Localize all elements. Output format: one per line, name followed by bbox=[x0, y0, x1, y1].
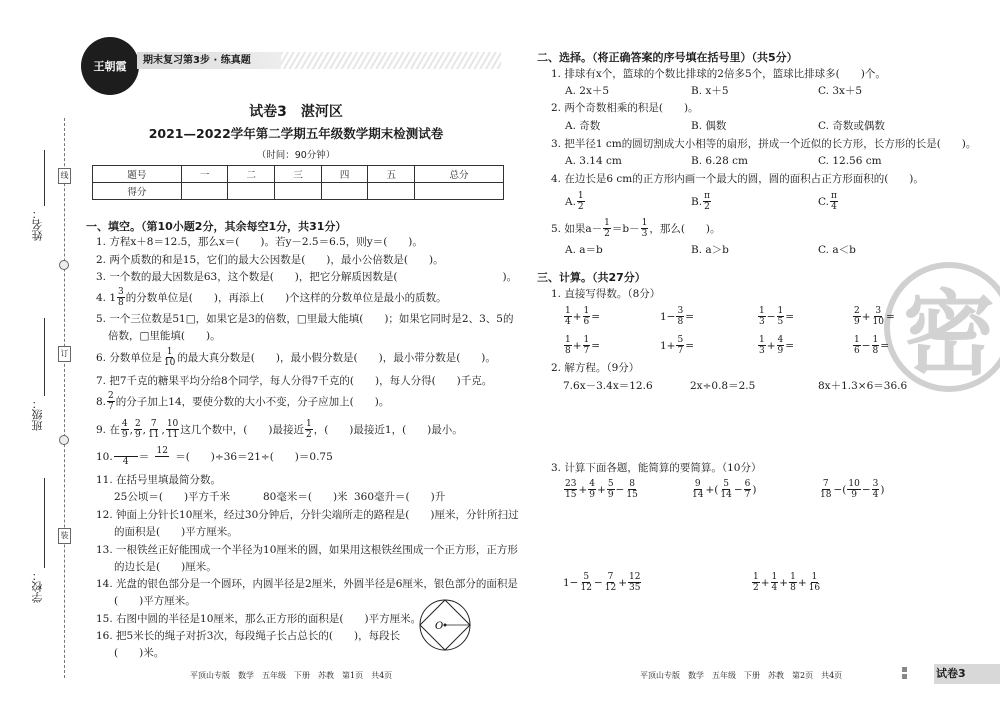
denominator: 7 bbox=[583, 346, 590, 356]
denominator: 3 bbox=[641, 229, 648, 239]
denominator: 6 bbox=[583, 317, 590, 327]
operator: ) bbox=[752, 483, 757, 496]
operator: = bbox=[886, 310, 895, 323]
denominator: 4 bbox=[122, 457, 129, 467]
table-header: 一 bbox=[181, 166, 228, 183]
name-field[interactable] bbox=[44, 150, 45, 206]
denominator: 8 bbox=[677, 317, 684, 327]
denominator: 2 bbox=[305, 430, 312, 440]
question-1-11: 11. 在括号里填最简分数。 bbox=[96, 474, 222, 486]
score-cell[interactable] bbox=[228, 183, 275, 200]
operator: +( bbox=[705, 483, 719, 496]
question-1-2: 2. 两个质数的和是15，它们的最大公因数是( )，最小公倍数是( )。 bbox=[96, 254, 444, 266]
option-letter: B. bbox=[691, 195, 703, 208]
score-cell[interactable] bbox=[181, 183, 228, 200]
fraction bbox=[789, 572, 797, 593]
q9-prefix: 9. 在 bbox=[96, 423, 120, 436]
numerator: 5 bbox=[677, 335, 684, 345]
denominator: 9 bbox=[851, 490, 857, 500]
operator: + bbox=[572, 339, 582, 352]
operator: + bbox=[618, 576, 628, 589]
denominator: 10 bbox=[163, 358, 176, 368]
denominator: 9 bbox=[777, 346, 784, 356]
numerator: 1 bbox=[604, 218, 610, 228]
denominator: 6 bbox=[854, 346, 860, 356]
operator: = bbox=[880, 339, 890, 352]
denominator: 15 bbox=[626, 490, 638, 500]
operator: − bbox=[733, 483, 743, 496]
question-1-8 bbox=[96, 391, 389, 412]
numerator: 7 bbox=[607, 572, 614, 582]
operator: + bbox=[760, 576, 770, 589]
fraction bbox=[166, 419, 179, 440]
fraction bbox=[564, 335, 572, 356]
name-label: 姓名： bbox=[31, 208, 44, 241]
footer-left: 平顶山专版 数学 五年级 下册 苏教 第1页 共4页 bbox=[190, 671, 393, 680]
operator: 1+ bbox=[660, 339, 676, 352]
numerator: π bbox=[831, 191, 837, 201]
fraction bbox=[872, 335, 880, 356]
q8-prefix: 8. bbox=[96, 395, 107, 408]
corner-mark bbox=[902, 667, 907, 672]
fraction bbox=[625, 479, 638, 500]
school-field[interactable] bbox=[44, 478, 45, 568]
equation-2: 2x÷0.8＝2.5 bbox=[690, 380, 756, 392]
fraction bbox=[847, 479, 860, 500]
denominator: 16 bbox=[808, 583, 821, 593]
fraction bbox=[691, 479, 704, 500]
operator: −( bbox=[833, 483, 847, 496]
expression-1 bbox=[563, 479, 640, 500]
mental-math-item bbox=[660, 335, 694, 356]
q9-text: 这几个数中，( )最接近 bbox=[180, 423, 304, 436]
numerator: 6 bbox=[744, 479, 751, 489]
fraction bbox=[117, 287, 125, 308]
fraction bbox=[853, 335, 861, 356]
q2-3-option-a: A. 3.14 cm bbox=[565, 155, 622, 167]
fraction bbox=[147, 419, 160, 440]
numerator: 12 bbox=[629, 572, 641, 582]
denominator: 4 bbox=[565, 317, 571, 327]
table-header: 四 bbox=[321, 166, 368, 183]
table-header: 题号 bbox=[93, 166, 182, 183]
numerator: 3 bbox=[872, 479, 879, 489]
denominator-blank[interactable] bbox=[150, 457, 174, 467]
denominator: 3 bbox=[759, 346, 765, 356]
question-1-12a: 12. 钟面上分针长10厘米，经过30分钟后，分针尖端所走的路程是( )厘米，分针所扫过 bbox=[96, 509, 519, 521]
numerator: 5 bbox=[607, 479, 614, 489]
question-2-1: 1. 排球有x个，篮球的个数比排球的2倍多5个，篮球比排球多( )个。 bbox=[551, 68, 886, 80]
operator: + bbox=[572, 310, 582, 323]
question-2-2: 2. 两个奇数相乘的积是( )。 bbox=[551, 102, 699, 114]
numerator: 1 bbox=[759, 306, 765, 316]
operator: 1− bbox=[660, 310, 676, 323]
fraction bbox=[121, 419, 129, 440]
numerator: 4 bbox=[777, 335, 784, 345]
operator: = bbox=[685, 310, 695, 323]
section-3-title: 三、计算。（共27分） bbox=[537, 271, 646, 284]
table-row bbox=[93, 183, 504, 200]
numerator: 1 bbox=[753, 572, 759, 582]
question-2-5 bbox=[551, 218, 721, 239]
mental-math-item bbox=[852, 306, 895, 327]
denominator: 35 bbox=[629, 583, 641, 593]
denominator: 7 bbox=[744, 490, 751, 500]
numerator: 2 bbox=[854, 306, 860, 316]
q10-prefix: 10. bbox=[96, 450, 113, 463]
fraction bbox=[583, 306, 591, 327]
operator: + bbox=[797, 576, 807, 589]
question-1-14a: 14. 光盘的银色部分是一个圆环，内圆半径是2厘米，外圆半径是6厘米，银色部分的面积是 bbox=[96, 578, 518, 590]
denominator: 4 bbox=[831, 202, 837, 212]
denominator: 7 bbox=[108, 402, 114, 412]
denominator: 9 bbox=[854, 317, 860, 327]
score-cell[interactable] bbox=[415, 183, 504, 200]
numerator: 7 bbox=[150, 419, 157, 429]
numerator: 10 bbox=[848, 479, 860, 489]
denominator: 3 bbox=[759, 317, 765, 327]
denominator: 9 bbox=[589, 490, 595, 500]
calc-2-title: 2. 解方程。（9分） bbox=[551, 362, 640, 374]
question-1-7: 7. 把7千克的糖果平均分给8个同学，每人分得7千克的( )，每人分得( )千克。 bbox=[96, 375, 493, 387]
circle-square-figure bbox=[415, 595, 475, 655]
operator: − bbox=[615, 483, 625, 496]
fraction bbox=[577, 191, 585, 212]
question-1-16b: ( )米。 bbox=[114, 647, 165, 659]
numerator: 1 bbox=[777, 306, 784, 316]
denominator: 11 bbox=[148, 430, 160, 440]
fraction bbox=[676, 306, 684, 327]
denominator: 12 bbox=[580, 583, 592, 593]
banner-decoration bbox=[281, 52, 501, 69]
binding-tag-2: 订 bbox=[58, 346, 71, 362]
denominator: 7 bbox=[677, 346, 684, 356]
mental-math-item bbox=[757, 335, 794, 356]
q2-1-option-c: C. 3x＋5 bbox=[818, 85, 863, 97]
numerator-blank[interactable] bbox=[114, 446, 138, 457]
operator: + bbox=[861, 310, 871, 323]
denominator: 8 bbox=[790, 583, 796, 593]
numerator: 5 bbox=[723, 479, 729, 489]
binding-tag-1: 线 bbox=[58, 168, 71, 184]
denominator: 2 bbox=[704, 202, 710, 212]
q2-4-option-c bbox=[818, 191, 839, 212]
footer-right: 平顶山专版 数学 五年级 下册 苏教 第2页 共4页 bbox=[640, 671, 843, 680]
question-2-4: 4. 在边长是6 cm的正方形内画一个最大的圆，圆的面积占正方形面积的( )。 bbox=[551, 173, 924, 185]
numerator: 4 bbox=[121, 419, 128, 429]
denominator: 4 bbox=[771, 583, 778, 593]
numerator: 1 bbox=[811, 572, 818, 582]
question-1-9: 9. 在 $\frac{4}{9}$ , $\frac{2}{9}$ , $\frac{7}{11}$ , $\frac{10}{11}$ 这几个数中，( )最接近 $\frac{1}{2}$ ，( )最接近1，( )最小。 bbox=[96, 419, 463, 440]
table-row-label: 得分 bbox=[93, 183, 182, 200]
denominator: 2 bbox=[577, 202, 584, 212]
fraction bbox=[758, 306, 766, 327]
operator: − bbox=[861, 483, 871, 496]
fraction bbox=[641, 218, 649, 239]
numerator: 1 bbox=[565, 335, 571, 345]
q4-prefix: 4. 1 bbox=[96, 291, 117, 304]
numerator: 1 bbox=[583, 306, 590, 316]
fraction bbox=[588, 479, 596, 500]
denominator: 9 bbox=[134, 430, 141, 440]
expression-3 bbox=[818, 479, 884, 500]
numerator: 1 bbox=[565, 306, 571, 316]
denominator: 14 bbox=[692, 490, 704, 500]
fraction bbox=[872, 479, 880, 500]
corner-mark bbox=[902, 674, 907, 679]
binding-hole-1 bbox=[59, 260, 69, 270]
mental-math-item bbox=[852, 335, 889, 356]
operator: + bbox=[578, 483, 588, 496]
denominator: 12 bbox=[604, 583, 617, 593]
fraction bbox=[752, 572, 760, 593]
numerator: 2 bbox=[134, 419, 141, 429]
numerator: 12 bbox=[156, 446, 168, 456]
question-1-13b: 的边长是( )厘米。 bbox=[114, 561, 217, 573]
denominator: 15 bbox=[565, 490, 577, 500]
fraction bbox=[107, 391, 115, 412]
q2-4-option-b bbox=[691, 191, 712, 212]
operator: + bbox=[779, 576, 789, 589]
fraction bbox=[744, 479, 752, 500]
q11-item-1: 25公顷＝( )平方千米 bbox=[114, 491, 231, 503]
numerator: 2 bbox=[108, 391, 114, 401]
numerator: 1 bbox=[771, 572, 778, 582]
table-header: 总分 bbox=[415, 166, 504, 183]
numerator: 4 bbox=[589, 479, 595, 489]
question-1-6 bbox=[96, 347, 496, 368]
fraction bbox=[703, 191, 711, 212]
fraction bbox=[163, 347, 176, 368]
denominator: 14 bbox=[720, 490, 732, 500]
fraction bbox=[564, 306, 572, 327]
mental-math-item bbox=[660, 306, 694, 327]
exam-subtitle: 2021—2022学年第二学期五年级数学期末检测试卷 bbox=[148, 126, 444, 141]
numerator: 1 bbox=[759, 335, 765, 345]
numerator: 8 bbox=[629, 479, 635, 489]
q2-1-option-a: A. 2x＋5 bbox=[565, 85, 610, 97]
q2-1-option-b: B. x＋5 bbox=[691, 85, 729, 97]
option-letter: C. bbox=[818, 195, 829, 208]
figure-center-label: O bbox=[435, 621, 444, 632]
operator: 1− bbox=[563, 576, 579, 589]
q2-5-option-b: B. a＞b bbox=[691, 244, 729, 256]
denominator: 2 bbox=[753, 583, 759, 593]
numerator: 5 bbox=[583, 572, 590, 582]
page-tab: 试卷3 bbox=[912, 664, 1000, 684]
q6-text: 的最大真分数是( )，最小假分数是( )，最小带分数是( )。 bbox=[177, 351, 496, 364]
binding-hole-2 bbox=[59, 435, 69, 445]
denominator: 10 bbox=[872, 317, 884, 327]
operator: ) bbox=[880, 483, 885, 496]
fraction bbox=[607, 479, 615, 500]
operator: = bbox=[785, 310, 795, 323]
question-1-4 bbox=[96, 287, 447, 308]
fraction bbox=[777, 335, 785, 356]
numerator: 7 bbox=[822, 479, 829, 489]
denominator: 11 bbox=[166, 430, 179, 440]
q2-2-option-b: B. 偶数 bbox=[691, 120, 727, 132]
numerator: 1 bbox=[641, 218, 648, 228]
q2-4-option-a bbox=[565, 191, 586, 212]
question-1-3: 3. 一个数的最大因数是63，这个数是( )，把它分解质因数是( )。 bbox=[96, 271, 518, 283]
denominator: 4 bbox=[872, 490, 879, 500]
numerator: 3 bbox=[875, 306, 882, 316]
q2-5-option-a: A. a＝b bbox=[565, 244, 603, 256]
expression-5 bbox=[751, 572, 822, 593]
question-1-12b: 的面积是( )平方厘米。 bbox=[114, 526, 238, 538]
class-label: 班级： bbox=[31, 398, 44, 431]
section-2-title: 二、选择。（将正确答案的序号填在括号里）（共5分） bbox=[537, 51, 798, 64]
score-cell[interactable] bbox=[368, 183, 415, 200]
q2-3-option-c: C. 12.56 cm bbox=[818, 155, 882, 167]
question-1-14b: ( )平方厘米。 bbox=[114, 595, 196, 607]
score-table bbox=[92, 165, 504, 200]
binding-tag-3: 装 bbox=[58, 528, 71, 544]
fraction bbox=[579, 572, 592, 593]
binding-line bbox=[64, 118, 65, 678]
question-2-3: 3. 把半径1 cm的圆切割成大小相等的扇形，拼成一个近似的长方形，长方形的长是( )。 bbox=[551, 138, 977, 150]
mental-math-item bbox=[563, 335, 600, 356]
numerator: 10 bbox=[166, 419, 179, 429]
numerator: 1 bbox=[790, 572, 796, 582]
fraction bbox=[872, 306, 885, 327]
fraction bbox=[777, 306, 785, 327]
numerator: 1 bbox=[872, 335, 879, 345]
question-1-16a: 16. 把5米长的绳子对折3次，每段绳子长占总长的( )，每段长 bbox=[96, 630, 401, 642]
equation-3: 8x＋1.3×6＝36.6 bbox=[818, 380, 908, 392]
q8-text: 的分子加上14，要使分数的大小不变，分子应加上( )。 bbox=[115, 395, 390, 408]
fraction bbox=[628, 572, 641, 593]
operator: = bbox=[591, 339, 601, 352]
table-row bbox=[93, 166, 504, 183]
table-header: 五 bbox=[368, 166, 415, 183]
mental-math-item bbox=[757, 306, 794, 327]
equation-1: 7.6x－3.4x＝12.6 bbox=[563, 380, 653, 392]
exam-title: 试卷3 湛河区 bbox=[249, 104, 343, 120]
operator: − bbox=[861, 339, 871, 352]
fraction bbox=[808, 572, 821, 593]
numerator: 1 bbox=[577, 191, 584, 201]
q6-prefix: 6. 分数单位是 bbox=[96, 351, 162, 364]
denominator: 8 bbox=[118, 298, 124, 308]
denominator: 2 bbox=[604, 229, 610, 239]
table-header: 二 bbox=[228, 166, 275, 183]
fraction bbox=[583, 335, 591, 356]
q11-item-3: 360毫升＝( )升 bbox=[354, 491, 446, 503]
numerator: 3 bbox=[118, 287, 124, 297]
numerator: 23 bbox=[565, 479, 577, 489]
numerator: 1 bbox=[305, 419, 312, 429]
watermark-stamp: 密 bbox=[884, 262, 1000, 392]
numerator: 1 bbox=[166, 347, 173, 357]
fraction bbox=[819, 479, 832, 500]
operator: = bbox=[785, 339, 795, 352]
school-label: 学校： bbox=[31, 570, 44, 603]
question-1-10: 10. 4 ＝ 12 ＝( )÷36＝21÷( )＝0.75 bbox=[96, 446, 333, 467]
denominator: 5 bbox=[777, 317, 784, 327]
question-1-5a: 5. 一个三位数是51□，如果它是3的倍数，□里最大能填( )；如果它同时是2、3、5的 bbox=[96, 313, 514, 325]
banner: 期末复习第3步 · 练真题 bbox=[137, 52, 285, 69]
operator: + bbox=[766, 339, 776, 352]
q4-text: 的分数单位是( )，再添上( )个这样的分数单位是最小的质数。 bbox=[125, 291, 447, 304]
q5-prefix: 5. 如果a－ bbox=[551, 222, 603, 235]
calc-3-title: 3. 计算下面各题，能简算的要简算。（10分） bbox=[551, 462, 762, 474]
fraction bbox=[603, 218, 611, 239]
fraction bbox=[134, 419, 142, 440]
question-1-1: 1. 方程x＋8＝12.5，那么x＝( )。若y－2.5＝6.5，则y＝( )。 bbox=[96, 236, 423, 248]
numerator: 3 bbox=[677, 306, 684, 316]
fraction bbox=[719, 479, 732, 500]
expression-2 bbox=[690, 479, 756, 500]
numerator: 9 bbox=[694, 479, 701, 489]
q10-text: ＝( )÷36＝21÷( )＝0.75 bbox=[175, 450, 333, 463]
q2-3-option-b: B. 6.28 cm bbox=[691, 155, 748, 167]
q5-mid: ＝b－ bbox=[611, 222, 640, 235]
q11-item-2: 80毫米＝( )米 bbox=[263, 491, 348, 503]
fraction bbox=[564, 479, 577, 500]
q9-text-end: ，( )最接近1，( )最小。 bbox=[313, 423, 463, 436]
operator: + bbox=[597, 483, 606, 496]
fraction bbox=[114, 446, 138, 467]
fraction bbox=[305, 419, 313, 440]
exam-time: （时间：90分钟） bbox=[256, 150, 336, 161]
section-1-title: 一、填空。（第10小题2分，其余每空1分，共31分） bbox=[86, 220, 347, 233]
score-cell[interactable] bbox=[275, 183, 322, 200]
table-header: 三 bbox=[275, 166, 322, 183]
denominator: 9 bbox=[121, 430, 128, 440]
operator: = bbox=[591, 310, 601, 323]
option-letter: A. bbox=[565, 195, 576, 208]
fraction bbox=[758, 335, 766, 356]
class-field[interactable] bbox=[44, 318, 45, 396]
calc-1-title: 1. 直接写得数。（8分） bbox=[551, 288, 661, 300]
denominator: 8 bbox=[872, 346, 879, 356]
denominator: 18 bbox=[820, 490, 832, 500]
fraction bbox=[150, 446, 174, 467]
fraction bbox=[771, 572, 779, 593]
q2-5-option-c: C. a＜b bbox=[818, 244, 856, 256]
operator: = bbox=[685, 339, 695, 352]
expression-4 bbox=[563, 572, 642, 593]
question-1-13a: 13. 一根铁丝正好能围成一个半径为10厘米的圆，如果用这根铁丝围成一个正方形，正方形 bbox=[96, 544, 518, 556]
fraction bbox=[676, 335, 684, 356]
question-1-5b: 倍数，□里能填( )。 bbox=[108, 330, 221, 342]
denominator: 9 bbox=[607, 490, 614, 500]
fraction bbox=[604, 572, 617, 593]
numerator: π bbox=[704, 191, 710, 201]
score-cell[interactable] bbox=[321, 183, 368, 200]
fraction bbox=[853, 306, 861, 327]
q5-end: ，那么( )。 bbox=[649, 222, 721, 235]
numerator: 1 bbox=[583, 335, 590, 345]
brand-logo: 王朝霞 bbox=[81, 37, 139, 95]
operator: − bbox=[593, 576, 603, 589]
q2-2-option-a: A. 奇数 bbox=[565, 120, 601, 132]
fraction bbox=[830, 191, 838, 212]
operator: − bbox=[766, 310, 776, 323]
q2-2-option-c: C. 奇数或偶数 bbox=[818, 120, 885, 132]
question-1-15: 15. 右图中圆的半径是10厘米，那么正方形的面积是( )平方厘米。 bbox=[96, 613, 422, 625]
mental-math-item bbox=[563, 306, 600, 327]
numerator: 1 bbox=[854, 335, 860, 345]
denominator: 8 bbox=[565, 346, 571, 356]
